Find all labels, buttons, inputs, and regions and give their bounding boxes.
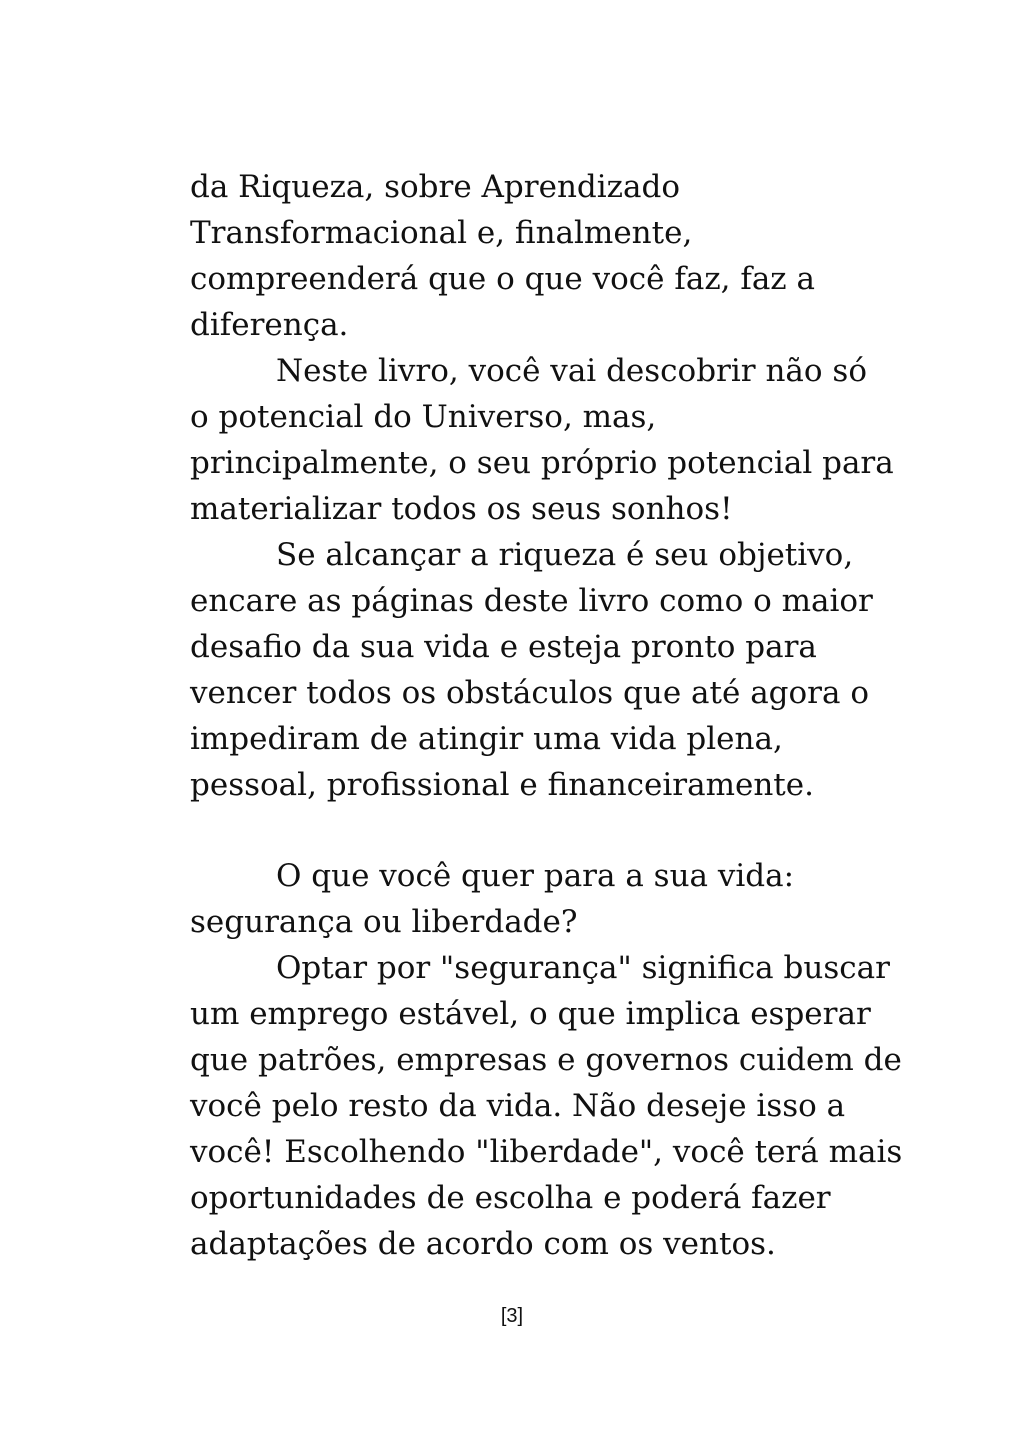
paragraph-3 [190,532,880,808]
paragraph-5 [190,945,903,1267]
paragraph-line: pessoal, profissional e financeiramente. [190,767,814,803]
paragraph-line: você! Escolhendo "liberdade", você terá mais [190,1134,903,1170]
body-text-lower [190,853,903,1267]
paragraph-line: vencer todos os obstáculos que até agora o [190,675,870,711]
paragraph-line: segurança ou liberdade? [190,904,578,940]
paragraph-line: diferença. [190,307,349,343]
paragraph-line: oportunidades de escolha e poderá fazer [190,1180,831,1216]
body-text-upper [190,164,894,808]
paragraph-line: materializar todos os seus sonhos! [190,491,733,527]
paragraph-line: você pelo resto da vida. Não deseje isso a [190,1088,846,1124]
paragraph-line: desafio da sua vida e esteja pronto para [190,629,817,665]
paragraph-2 [190,348,894,532]
paragraph-line: impediram de atingir uma vida plena, [190,721,783,757]
paragraph-line: Neste livro, você vai descobrir não só [276,353,867,389]
page-number: [3] [500,1305,524,1327]
paragraph-line: Transformacional e, finalmente, [190,215,693,251]
paragraph-line: da Riqueza, sobre Aprendizado [190,169,680,205]
paragraph-line: O que você quer para a sua vida: [276,858,795,894]
paragraph-line: compreenderá que o que você faz, faz a [190,261,815,297]
paragraph-line: encare as páginas deste livro como o maior [190,583,873,619]
paragraph-4 [190,853,880,945]
paragraph-line: adaptações de acordo com os ventos. [190,1226,776,1262]
paragraph-1 [190,164,880,348]
paragraph-line: que patrões, empresas e governos cuidem de [190,1042,902,1078]
paragraph-line: principalmente, o seu próprio potencial para [190,445,894,481]
paragraph-line: Optar por "segurança" significa buscar [276,950,890,986]
paragraph-line: um emprego estável, o que implica esperar [190,996,871,1032]
paragraph-line: Se alcançar a riqueza é seu objetivo, [276,537,854,573]
paragraph-line: o potencial do Universo, mas, [190,399,657,435]
